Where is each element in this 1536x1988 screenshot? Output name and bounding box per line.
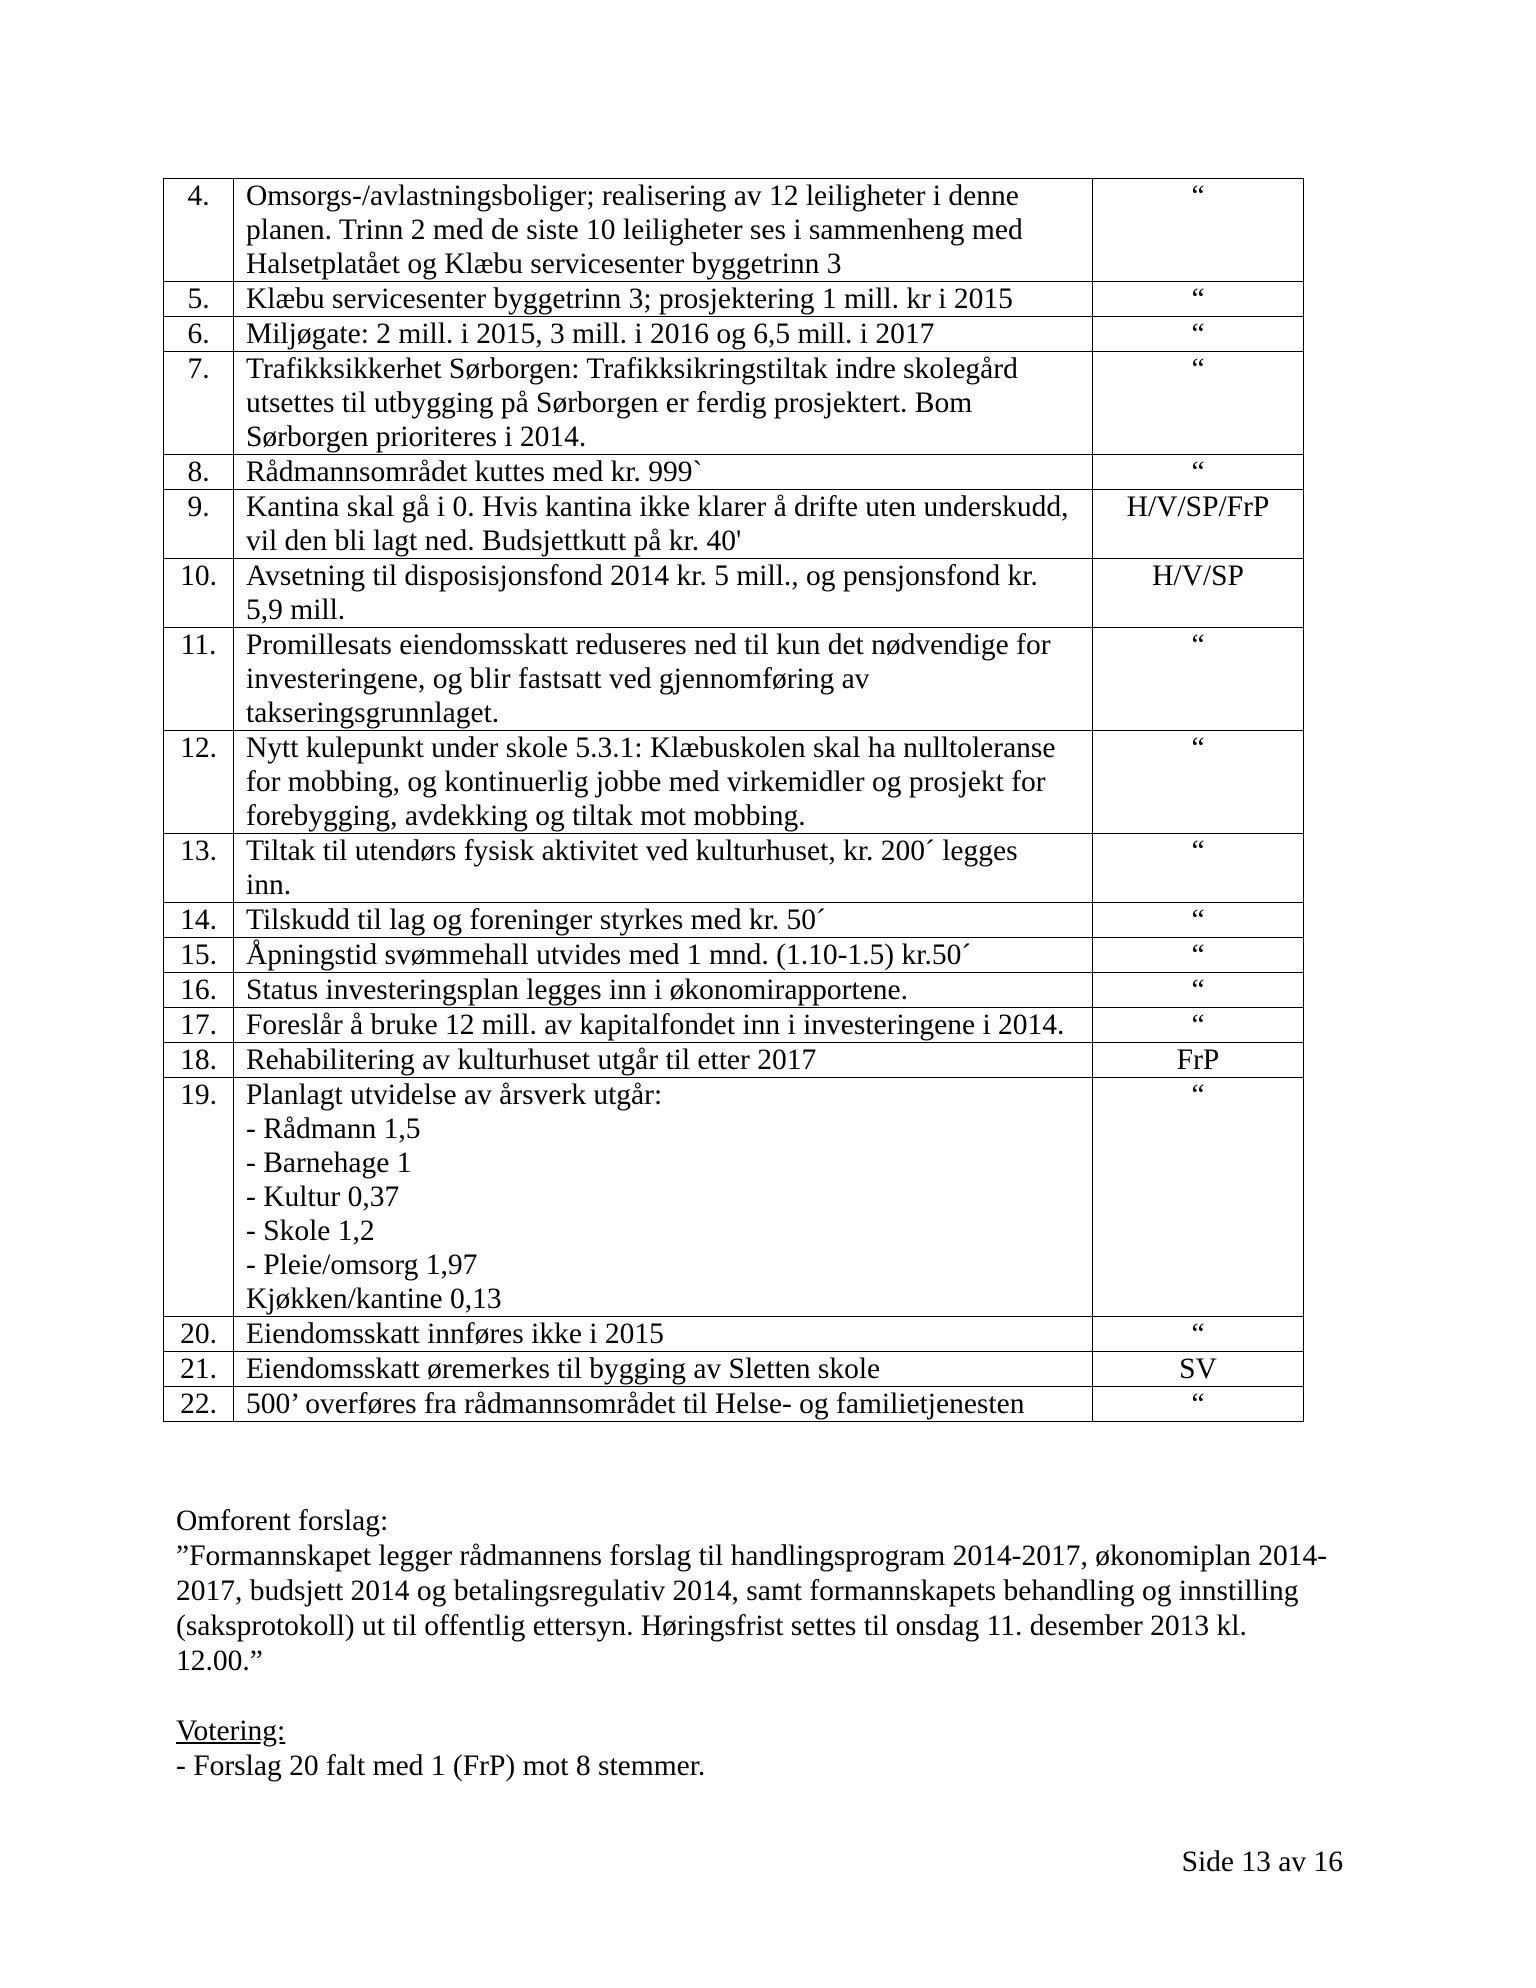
item-number: 17. — [164, 1008, 234, 1043]
party-cell: “ — [1093, 1078, 1304, 1317]
item-number: 15. — [164, 938, 234, 973]
item-text-line: Kantina skal gå i 0. Hvis kantina ikke klarer å drifte uten underskudd, — [246, 491, 1069, 523]
item-text-line: Sørborgen prioriteres i 2014. — [246, 421, 587, 453]
item-text — [234, 455, 1093, 490]
item-text — [234, 731, 1093, 834]
item-text-line: Rehabilitering av kulturhuset utgår til etter 2017 — [246, 1044, 817, 1076]
item-text — [234, 179, 1093, 282]
proposal-line: 12.00.” — [176, 1645, 263, 1677]
proposals-table — [163, 178, 1304, 1422]
item-number: 22. — [164, 1387, 234, 1422]
item-text — [234, 1387, 1093, 1422]
item-number: 6. — [164, 317, 234, 352]
item-number: 18. — [164, 1043, 234, 1078]
table-row — [164, 1008, 1304, 1043]
table-row — [164, 903, 1304, 938]
table-row — [164, 179, 1304, 282]
item-text-line: 500’ overføres fra rådmannsområdet til Helse- og familietjenesten — [246, 1388, 1025, 1420]
item-text — [234, 1352, 1093, 1387]
table-row — [164, 1043, 1304, 1078]
table-row — [164, 1317, 1304, 1352]
item-number: 14. — [164, 903, 234, 938]
party-cell: “ — [1093, 938, 1304, 973]
item-number: 11. — [164, 628, 234, 731]
table-row — [164, 455, 1304, 490]
item-text — [234, 352, 1093, 455]
item-number: 16. — [164, 973, 234, 1008]
item-text-line: planen. Trinn 2 med de siste 10 leiligheter ses i sammenheng med — [246, 214, 1023, 246]
item-number: 12. — [164, 731, 234, 834]
item-text — [234, 282, 1093, 317]
item-number: 9. — [164, 490, 234, 559]
party-cell: “ — [1093, 455, 1304, 490]
item-text — [234, 559, 1093, 628]
item-text-line: Status investeringsplan legges inn i økonomirapportene. — [246, 974, 908, 1006]
item-text-line: Eiendomsskatt innføres ikke i 2015 — [246, 1318, 664, 1350]
party-cell: “ — [1093, 317, 1304, 352]
voting-heading-text: Votering: — [176, 1715, 286, 1747]
item-text — [234, 1078, 1093, 1317]
item-number: 5. — [164, 282, 234, 317]
table-row — [164, 317, 1304, 352]
table-row — [164, 628, 1304, 731]
proposal-line: (saksprotokoll) ut til offentlig ettersyn. Høringsfrist settes til onsdag 11. desember 2013 kl. — [176, 1610, 1247, 1642]
party-cell: “ — [1093, 973, 1304, 1008]
item-text — [234, 317, 1093, 352]
item-text-line: Åpningstid svømmehall utvides med 1 mnd. (1.10-1.5) kr.50´ — [246, 939, 972, 971]
item-text-line: Foreslår å bruke 12 mill. av kapitalfondet inn i investeringene i 2014. — [246, 1009, 1065, 1041]
party-cell: “ — [1093, 731, 1304, 834]
party-cell: “ — [1093, 1387, 1304, 1422]
item-text — [234, 973, 1093, 1008]
proposal-line: ”Formannskapet legger rådmannens forslag til handlingsprogram 2014-2017, økonomiplan 2014- — [176, 1540, 1328, 1572]
item-text-line: - Barnehage 1 — [246, 1147, 412, 1179]
item-text-line: Planlagt utvidelse av årsverk utgår: — [246, 1079, 663, 1111]
table-row — [164, 559, 1304, 628]
item-number: 7. — [164, 352, 234, 455]
item-text-line: 5,9 mill. — [246, 594, 346, 626]
item-text-line: for mobbing, og kontinuerlig jobbe med virkemidler og prosjekt for — [246, 766, 1046, 798]
table-row — [164, 490, 1304, 559]
item-text-line: inn. — [246, 869, 292, 901]
party-cell: “ — [1093, 628, 1304, 731]
item-text — [234, 938, 1093, 973]
item-text — [234, 903, 1093, 938]
item-text-line: vil den bli lagt ned. Budsjettkutt på kr. 40' — [246, 525, 742, 557]
table-row — [164, 938, 1304, 973]
item-text-line: Klæbu servicesenter byggetrinn 3; prosjektering 1 mill. kr i 2015 — [246, 283, 1013, 315]
party-cell: SV — [1093, 1352, 1304, 1387]
item-text-line: Eiendomsskatt øremerkes til bygging av Sletten skole — [246, 1353, 881, 1385]
item-text-line: Tilskudd til lag og foreninger styrkes med kr. 50´ — [246, 904, 826, 936]
table-row — [164, 1352, 1304, 1387]
party-cell: “ — [1093, 1317, 1304, 1352]
party-cell: H/V/SP — [1093, 559, 1304, 628]
item-text-line: forebygging, avdekking og tiltak mot mobbing. — [246, 800, 806, 832]
item-text-line: Omsorgs-/avlastningsboliger; realisering av 12 leiligheter i denne — [246, 180, 1019, 212]
voting-item: - Forslag 20 falt med 1 (FrP) mot 8 stemmer. — [176, 1750, 706, 1782]
item-text-line: investeringene, og blir fastsatt ved gjennomføring av — [246, 663, 870, 695]
item-text — [234, 1043, 1093, 1078]
item-number: 13. — [164, 834, 234, 903]
item-text-line: - Kultur 0,37 — [246, 1181, 400, 1213]
item-number: 10. — [164, 559, 234, 628]
table-row — [164, 282, 1304, 317]
item-text — [234, 1008, 1093, 1043]
blank-line — [176, 1679, 1327, 1714]
item-text-line: Halsetplatået og Klæbu servicesenter byggetrinn 3 — [246, 248, 842, 280]
proposal-line: 2017, budsjett 2014 og betalingsregulativ 2014, samt formannskapets behandling og innstilling — [176, 1575, 1299, 1607]
item-number: 19. — [164, 1078, 234, 1317]
item-text-line: Miljøgate: 2 mill. i 2015, 3 mill. i 2016 og 6,5 mill. i 2017 — [246, 318, 935, 350]
item-text-line: Nytt kulepunkt under skole 5.3.1: Klæbuskolen skal ha nulltoleranse — [246, 732, 1056, 764]
item-text-line: Avsetning til disposisjonsfond 2014 kr. 5 mill., og pensjonsfond kr. — [246, 560, 1038, 592]
table-row — [164, 834, 1304, 903]
item-text-line: Trafikksikkerhet Sørborgen: Trafikksikringstiltak indre skolegård — [246, 353, 1018, 385]
party-cell: FrP — [1093, 1043, 1304, 1078]
item-text — [234, 1317, 1093, 1352]
item-text — [234, 490, 1093, 559]
party-cell: “ — [1093, 834, 1304, 903]
table-row — [164, 731, 1304, 834]
item-text-line: Rådmannsområdet kuttes med kr. 999` — [246, 456, 703, 488]
party-cell: H/V/SP/FrP — [1093, 490, 1304, 559]
item-text-line: utsettes til utbygging på Sørborgen er ferdig prosjektert. Bom — [246, 387, 973, 419]
item-text-line: Tiltak til utendørs fysisk aktivitet ved kulturhuset, kr. 200´ legges — [246, 835, 1018, 867]
item-text-line: Promillesats eiendomsskatt reduseres ned til kun det nødvendige for — [246, 629, 1051, 661]
item-text-line: - Pleie/omsorg 1,97 — [246, 1249, 478, 1281]
item-text — [234, 834, 1093, 903]
table-row — [164, 1078, 1304, 1317]
party-cell: “ — [1093, 179, 1304, 282]
item-text-line: - Rådmann 1,5 — [246, 1113, 421, 1145]
table-row — [164, 352, 1304, 455]
proposal-section — [176, 1504, 1327, 1784]
item-number: 8. — [164, 455, 234, 490]
party-cell: “ — [1093, 903, 1304, 938]
item-text — [234, 628, 1093, 731]
item-text-line: - Skole 1,2 — [246, 1215, 375, 1247]
party-cell: “ — [1093, 352, 1304, 455]
table-row — [164, 973, 1304, 1008]
item-number: 21. — [164, 1352, 234, 1387]
party-cell: “ — [1093, 282, 1304, 317]
item-text-line: Kjøkken/kantine 0,13 — [246, 1283, 502, 1315]
party-cell: “ — [1093, 1008, 1304, 1043]
item-number: 4. — [164, 179, 234, 282]
proposal-heading: Omforent forslag: — [176, 1505, 389, 1537]
voting-heading — [176, 1714, 1327, 1749]
item-number: 20. — [164, 1317, 234, 1352]
table-row — [164, 1387, 1304, 1422]
page-number: Side 13 av 16 — [1181, 1846, 1343, 1878]
item-text-line: takseringsgrunnlaget. — [246, 697, 500, 729]
